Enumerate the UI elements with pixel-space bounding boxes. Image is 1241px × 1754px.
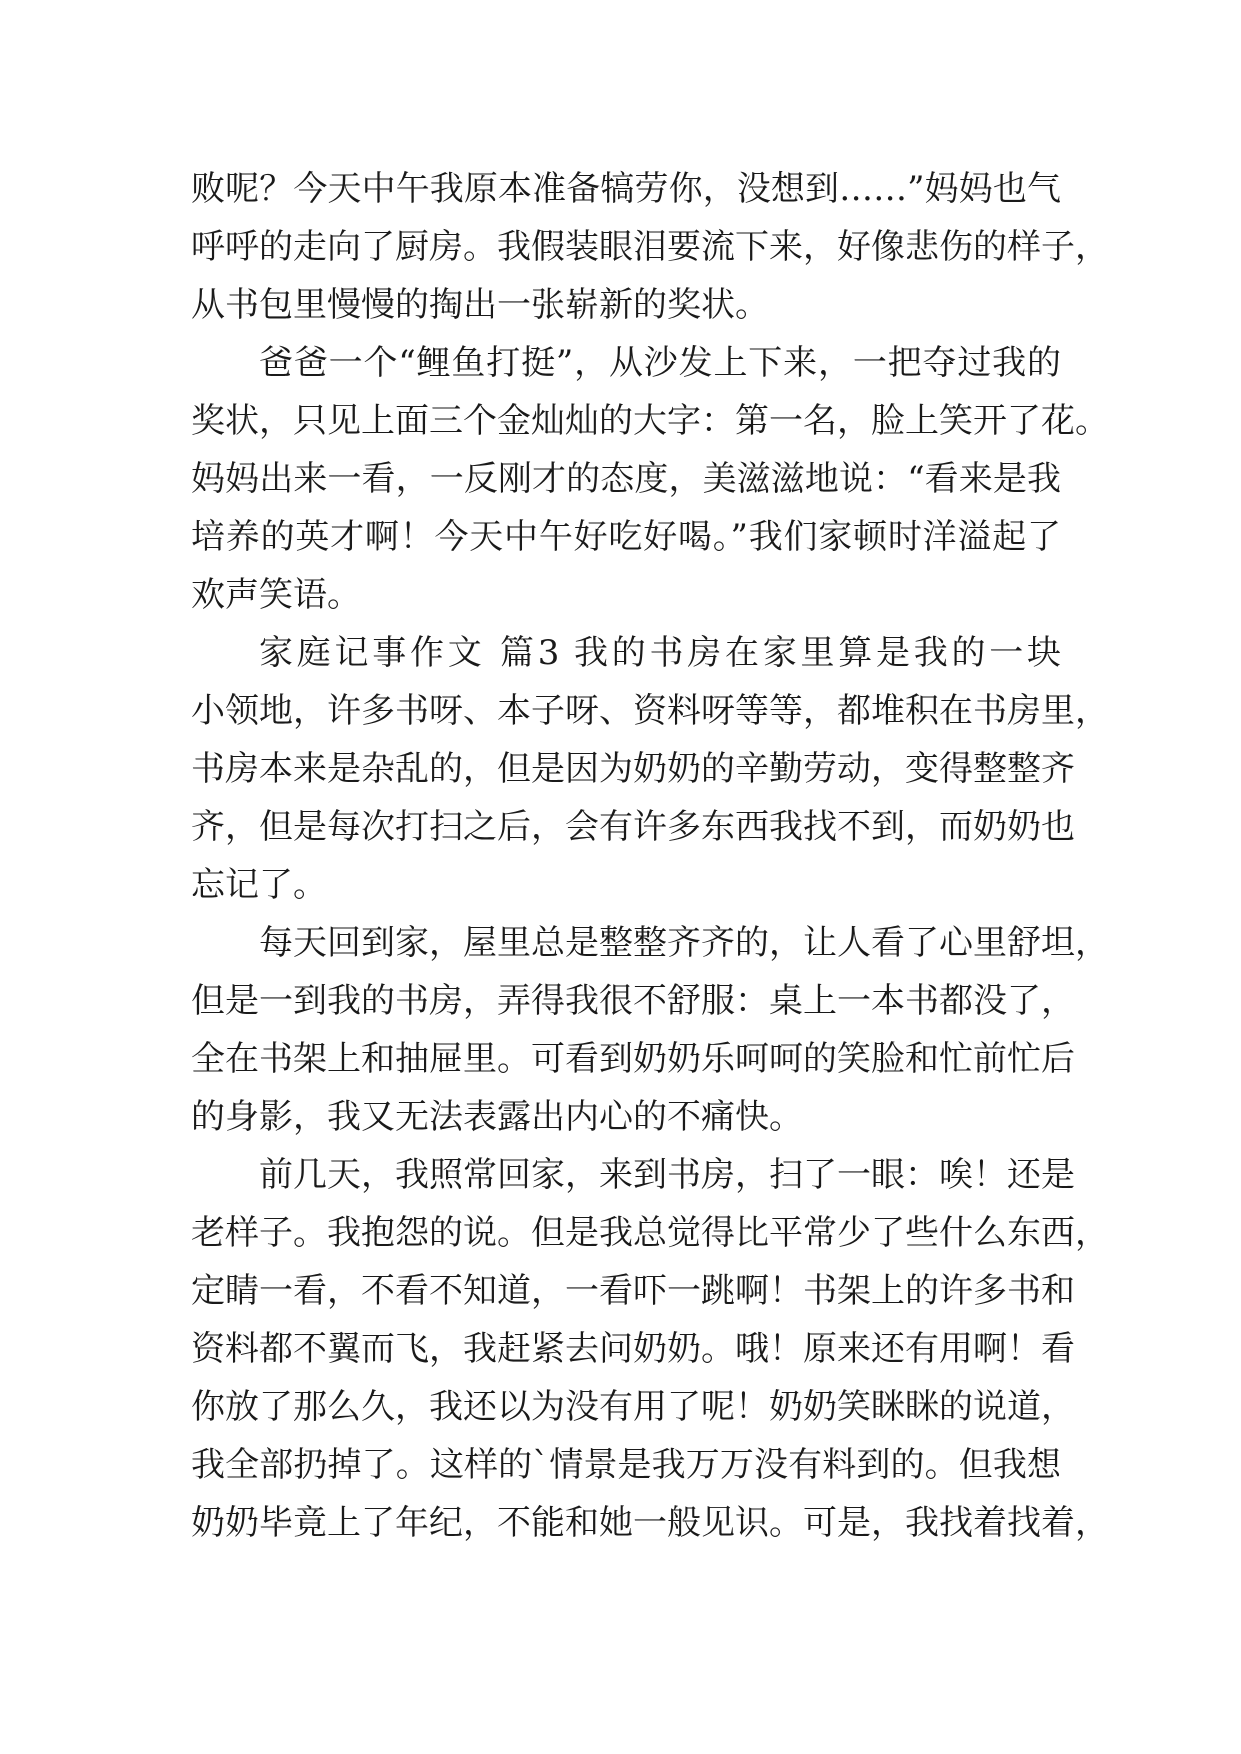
text-line: 齐，但是每次打扫之后，会有许多东西我找不到，而奶奶也 <box>191 807 1075 847</box>
text-line: 的身影，我又无法表露出内心的不痛快。 <box>191 1097 803 1137</box>
text-line: 家庭记事作文 篇3 我的书房在家里算是我的一块 <box>259 633 1061 673</box>
text-line: 我全部扔掉了。这样的`情景是我万万没有料到的。但我想 <box>191 1445 1061 1485</box>
paragraph <box>191 914 1109 1146</box>
text-line: 前几天，我照常回家，来到书房，扫了一眼：唉！还是 <box>259 1155 1075 1195</box>
text-line: 每天回到家，屋里总是整整齐齐的，让人看了心里舒坦， <box>259 923 1109 963</box>
text-line: 呼呼的走向了厨房。我假装眼泪要流下来，好像悲伤的样子， <box>191 227 1109 267</box>
text-line: 欢声笑语。 <box>191 575 361 615</box>
document-body <box>191 160 1109 1552</box>
text-line: 败呢？今天中午我原本准备犒劳你，没想到……”妈妈也气 <box>191 169 1061 209</box>
text-line: 全在书架上和抽屉里。可看到奶奶乐呵呵的笑脸和忙前忙后 <box>191 1039 1075 1079</box>
paragraph <box>191 624 1109 914</box>
paragraph <box>191 1146 1109 1552</box>
text-line: 书房本来是杂乱的，但是因为奶奶的辛勤劳动，变得整整齐 <box>191 749 1075 789</box>
text-line: 资料都不翼而飞，我赶紧去问奶奶。哦！原来还有用啊！看 <box>191 1329 1075 1369</box>
paragraph <box>191 160 1109 334</box>
text-line: 老样子。我抱怨的说。但是我总觉得比平常少了些什么东西， <box>191 1213 1109 1253</box>
text-line: 定睛一看，不看不知道，一看吓一跳啊！书架上的许多书和 <box>191 1271 1075 1311</box>
text-line: 但是一到我的书房，弄得我很不舒服：桌上一本书都没了， <box>191 981 1075 1021</box>
text-line: 你放了那么久，我还以为没有用了呢！奶奶笑眯眯的说道， <box>191 1387 1075 1427</box>
text-line: 奖状，只见上面三个金灿灿的大字：第一名，脸上笑开了花。 <box>191 401 1109 441</box>
text-line: 奶奶毕竟上了年纪，不能和她一般见识。可是，我找着找着， <box>191 1503 1109 1543</box>
paragraph <box>191 334 1109 624</box>
text-line: 爸爸一个“鲤鱼打挺”，从沙发上下来，一把夺过我的 <box>259 343 1061 383</box>
text-line: 忘记了。 <box>191 865 327 905</box>
text-line: 妈妈出来一看，一反刚才的态度，美滋滋地说：“看来是我 <box>191 459 1061 499</box>
text-line: 小领地，许多书呀、本子呀、资料呀等等，都堆积在书房里， <box>191 691 1109 731</box>
text-line: 培养的英才啊！今天中午好吃好喝。”我们家顿时洋溢起了 <box>191 517 1061 557</box>
text-line: 从书包里慢慢的掏出一张崭新的奖状。 <box>191 285 769 325</box>
